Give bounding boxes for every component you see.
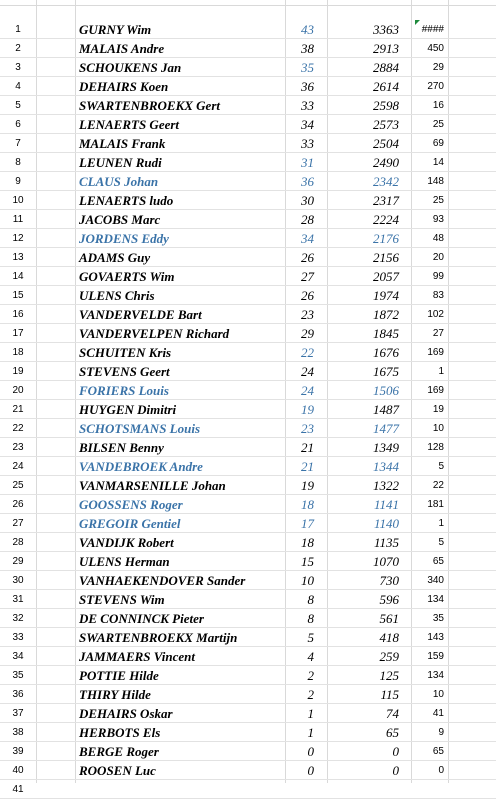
points-cell[interactable]: 1140 bbox=[373, 516, 399, 531]
table-row[interactable] bbox=[0, 438, 496, 457]
table-row[interactable] bbox=[0, 153, 496, 172]
difference-cell[interactable]: 270 bbox=[427, 81, 444, 92]
points-cell[interactable]: 1845 bbox=[373, 326, 399, 341]
difference-cell[interactable]: 69 bbox=[432, 138, 444, 149]
player-name-cell[interactable]: ROOSEN Luc bbox=[79, 763, 156, 778]
points-cell[interactable]: 74 bbox=[386, 706, 399, 721]
games-cell[interactable]: 5 bbox=[307, 630, 314, 645]
difference-cell[interactable]: #### bbox=[421, 24, 444, 35]
points-cell[interactable]: 596 bbox=[379, 592, 399, 607]
row-number[interactable]: 34 bbox=[12, 651, 24, 662]
games-cell[interactable]: 2 bbox=[307, 687, 314, 702]
row-number[interactable]: 29 bbox=[12, 556, 24, 567]
difference-cell[interactable]: 169 bbox=[427, 385, 444, 396]
row-number[interactable]: 31 bbox=[12, 594, 24, 605]
row-number[interactable]: 28 bbox=[12, 537, 24, 548]
player-name-cell[interactable]: VANDEBROEK Andre bbox=[79, 459, 203, 474]
player-name-cell[interactable]: MALAIS Andre bbox=[79, 41, 165, 56]
games-cell[interactable]: 22 bbox=[301, 345, 314, 360]
points-cell[interactable]: 561 bbox=[379, 611, 399, 626]
games-cell[interactable]: 38 bbox=[301, 41, 314, 56]
row-number[interactable]: 41 bbox=[12, 784, 24, 795]
points-cell[interactable]: 1506 bbox=[373, 383, 399, 398]
player-name-cell[interactable]: SCHOUKENS Jan bbox=[79, 60, 182, 75]
row-number[interactable]: 37 bbox=[12, 708, 24, 719]
table-row[interactable] bbox=[0, 343, 496, 362]
difference-cell[interactable]: 10 bbox=[432, 423, 444, 434]
table-row[interactable] bbox=[0, 248, 496, 267]
player-name-cell[interactable]: LENAERTS Geert bbox=[79, 117, 180, 132]
player-name-cell[interactable]: DEHAIRS Koen bbox=[79, 79, 169, 94]
difference-cell[interactable]: 5 bbox=[438, 461, 444, 472]
difference-cell[interactable]: 48 bbox=[432, 233, 444, 244]
points-cell[interactable]: 1974 bbox=[373, 288, 399, 303]
difference-cell[interactable]: 14 bbox=[432, 157, 444, 168]
table-row[interactable] bbox=[0, 761, 496, 780]
points-cell[interactable]: 2504 bbox=[373, 136, 399, 151]
row-number[interactable]: 22 bbox=[12, 423, 24, 434]
difference-cell[interactable]: 35 bbox=[432, 613, 444, 624]
table-row[interactable] bbox=[0, 742, 496, 761]
games-cell[interactable]: 33 bbox=[301, 136, 314, 151]
games-cell[interactable]: 1 bbox=[307, 725, 314, 740]
difference-cell[interactable]: 27 bbox=[432, 328, 444, 339]
table-row[interactable] bbox=[0, 495, 496, 514]
games-cell[interactable]: 30 bbox=[301, 193, 314, 208]
difference-cell[interactable]: 20 bbox=[432, 252, 444, 263]
games-cell[interactable]: 10 bbox=[301, 573, 314, 588]
table-row[interactable] bbox=[0, 723, 496, 742]
player-name-cell[interactable]: POTTIE Hilde bbox=[79, 668, 159, 683]
difference-cell[interactable]: 65 bbox=[432, 746, 444, 757]
row-number[interactable]: 40 bbox=[12, 765, 24, 776]
player-name-cell[interactable]: SCHUITEN Kris bbox=[79, 345, 172, 360]
table-row[interactable] bbox=[0, 267, 496, 286]
table-row[interactable] bbox=[0, 20, 496, 39]
points-cell[interactable]: 1344 bbox=[373, 459, 399, 474]
row-number[interactable]: 36 bbox=[12, 689, 24, 700]
table-row[interactable] bbox=[0, 685, 496, 704]
difference-cell[interactable]: 0 bbox=[438, 765, 444, 776]
row-number[interactable]: 20 bbox=[12, 385, 24, 396]
table-row[interactable] bbox=[0, 134, 496, 153]
row-number[interactable]: 11 bbox=[12, 214, 24, 225]
points-cell[interactable]: 2884 bbox=[373, 60, 399, 75]
player-name-cell[interactable]: SCHOTSMANS Louis bbox=[79, 421, 201, 436]
difference-cell[interactable]: 143 bbox=[427, 632, 444, 643]
difference-cell[interactable]: 25 bbox=[432, 195, 444, 206]
difference-cell[interactable]: 25 bbox=[432, 119, 444, 130]
points-cell[interactable]: 1487 bbox=[373, 402, 399, 417]
points-cell[interactable]: 1349 bbox=[373, 440, 399, 455]
points-cell[interactable]: 3363 bbox=[373, 22, 399, 37]
difference-cell[interactable]: 128 bbox=[427, 442, 444, 453]
difference-cell[interactable]: 19 bbox=[432, 404, 444, 415]
row-number[interactable]: 25 bbox=[12, 480, 24, 491]
table-row[interactable] bbox=[0, 305, 496, 324]
table-row[interactable] bbox=[0, 229, 496, 248]
points-cell[interactable]: 1141 bbox=[373, 497, 399, 512]
difference-cell[interactable]: 29 bbox=[432, 62, 444, 73]
difference-cell[interactable]: 169 bbox=[427, 347, 444, 358]
points-cell[interactable]: 115 bbox=[380, 687, 399, 702]
table-row[interactable] bbox=[0, 96, 496, 115]
games-cell[interactable]: 36 bbox=[301, 79, 314, 94]
games-cell[interactable]: 0 bbox=[307, 744, 314, 759]
row-number[interactable]: 30 bbox=[12, 575, 24, 586]
row-number[interactable]: 24 bbox=[12, 461, 24, 472]
games-cell[interactable]: 1 bbox=[307, 706, 314, 721]
player-name-cell[interactable]: JORDENS Eddy bbox=[79, 231, 169, 246]
points-cell[interactable]: 1070 bbox=[373, 554, 399, 569]
row-number[interactable]: 18 bbox=[12, 347, 24, 358]
player-name-cell[interactable]: DE CONNINCK Pieter bbox=[79, 611, 204, 626]
table-row[interactable] bbox=[0, 514, 496, 533]
difference-cell[interactable]: 5 bbox=[438, 537, 444, 548]
player-name-cell[interactable]: BERGE Roger bbox=[79, 744, 159, 759]
table-row[interactable] bbox=[0, 115, 496, 134]
games-cell[interactable]: 21 bbox=[301, 440, 314, 455]
player-name-cell[interactable]: SWARTENBROEKX Martijn bbox=[79, 630, 238, 645]
table-row[interactable] bbox=[0, 552, 496, 571]
difference-cell[interactable]: 16 bbox=[432, 100, 444, 111]
row-number[interactable]: 33 bbox=[12, 632, 24, 643]
player-name-cell[interactable]: THIRY Hilde bbox=[79, 687, 151, 702]
difference-cell[interactable]: 181 bbox=[427, 499, 444, 510]
row-number[interactable]: 23 bbox=[12, 442, 24, 453]
player-name-cell[interactable]: LENAERTS ludo bbox=[79, 193, 174, 208]
difference-cell[interactable]: 1 bbox=[438, 518, 444, 529]
points-cell[interactable]: 0 bbox=[392, 744, 399, 759]
row-number[interactable]: 7 bbox=[15, 138, 21, 149]
points-cell[interactable]: 1675 bbox=[373, 364, 399, 379]
points-cell[interactable]: 2156 bbox=[373, 250, 399, 265]
points-cell[interactable]: 1676 bbox=[373, 345, 399, 360]
row-number[interactable]: 32 bbox=[12, 613, 24, 624]
row-number[interactable]: 2 bbox=[15, 43, 21, 54]
games-cell[interactable]: 19 bbox=[301, 478, 314, 493]
table-row[interactable] bbox=[0, 628, 496, 647]
games-cell[interactable]: 8 bbox=[307, 592, 314, 607]
player-name-cell[interactable]: HUYGEN Dimitri bbox=[79, 402, 177, 417]
games-cell[interactable]: 34 bbox=[301, 117, 314, 132]
player-name-cell[interactable]: VANMARSENILLE Johan bbox=[79, 478, 226, 493]
player-name-cell[interactable]: JAMMAERS Vincent bbox=[79, 649, 195, 664]
row-number[interactable]: 39 bbox=[12, 746, 24, 757]
row-number[interactable]: 17 bbox=[12, 328, 24, 339]
games-cell[interactable]: 34 bbox=[301, 231, 314, 246]
player-name-cell[interactable]: SWARTENBROEKX Gert bbox=[79, 98, 220, 113]
games-cell[interactable]: 27 bbox=[301, 269, 314, 284]
player-name-cell[interactable]: GOVAERTS Wim bbox=[79, 269, 175, 284]
player-name-cell[interactable]: FORIERS Louis bbox=[79, 383, 169, 398]
points-cell[interactable]: 2573 bbox=[373, 117, 399, 132]
row-number[interactable]: 27 bbox=[12, 518, 24, 529]
table-row[interactable] bbox=[0, 58, 496, 77]
player-name-cell[interactable]: VANDERVELPEN Richard bbox=[79, 326, 230, 341]
row-number[interactable]: 3 bbox=[15, 62, 21, 73]
player-name-cell[interactable]: LEUNEN Rudi bbox=[79, 155, 162, 170]
row-number[interactable]: 5 bbox=[15, 100, 21, 111]
points-cell[interactable]: 2614 bbox=[373, 79, 399, 94]
player-name-cell[interactable]: ULENS Chris bbox=[79, 288, 155, 303]
difference-cell[interactable]: 159 bbox=[427, 651, 444, 662]
row-number[interactable]: 26 bbox=[12, 499, 24, 510]
row-number[interactable]: 19 bbox=[12, 366, 24, 377]
row-number[interactable]: 15 bbox=[12, 290, 24, 301]
games-cell[interactable]: 28 bbox=[301, 212, 314, 227]
games-cell[interactable]: 0 bbox=[307, 763, 314, 778]
games-cell[interactable]: 4 bbox=[307, 649, 314, 664]
table-row[interactable] bbox=[0, 571, 496, 590]
player-name-cell[interactable]: STEVENS Geert bbox=[79, 364, 170, 379]
points-cell[interactable]: 2598 bbox=[373, 98, 399, 113]
table-row[interactable] bbox=[0, 666, 496, 685]
difference-cell[interactable]: 340 bbox=[427, 575, 444, 586]
points-cell[interactable]: 65 bbox=[386, 725, 399, 740]
player-name-cell[interactable]: DEHAIRS Oskar bbox=[79, 706, 173, 721]
games-cell[interactable]: 31 bbox=[301, 155, 314, 170]
difference-cell[interactable]: 99 bbox=[432, 271, 444, 282]
games-cell[interactable]: 23 bbox=[301, 421, 314, 436]
points-cell[interactable]: 730 bbox=[379, 573, 399, 588]
difference-cell[interactable]: 1 bbox=[438, 366, 444, 377]
games-cell[interactable]: 24 bbox=[301, 383, 314, 398]
games-cell[interactable]: 35 bbox=[301, 60, 314, 75]
table-row[interactable] bbox=[0, 609, 496, 628]
games-cell[interactable]: 36 bbox=[301, 174, 314, 189]
table-row[interactable] bbox=[0, 419, 496, 438]
games-cell[interactable]: 17 bbox=[301, 516, 314, 531]
games-cell[interactable]: 18 bbox=[301, 497, 314, 512]
player-name-cell[interactable]: GREGOIR Gentiel bbox=[79, 516, 181, 531]
row-number[interactable]: 38 bbox=[12, 727, 24, 738]
games-cell[interactable]: 21 bbox=[301, 459, 314, 474]
row-number[interactable]: 21 bbox=[12, 404, 24, 415]
games-cell[interactable]: 26 bbox=[301, 250, 314, 265]
row-number[interactable]: 4 bbox=[15, 81, 21, 92]
player-name-cell[interactable]: ULENS Herman bbox=[79, 554, 170, 569]
row-number[interactable]: 12 bbox=[12, 233, 24, 244]
table-row[interactable] bbox=[0, 590, 496, 609]
games-cell[interactable]: 18 bbox=[301, 535, 314, 550]
difference-cell[interactable]: 41 bbox=[432, 708, 444, 719]
difference-cell[interactable]: 134 bbox=[427, 670, 444, 681]
table-row[interactable] bbox=[0, 381, 496, 400]
player-name-cell[interactable]: GURNY Wim bbox=[79, 22, 152, 37]
games-cell[interactable]: 23 bbox=[301, 307, 314, 322]
row-number[interactable]: 13 bbox=[12, 252, 24, 263]
player-name-cell[interactable]: VANDERVELDE Bart bbox=[79, 307, 202, 322]
row-number[interactable]: 14 bbox=[12, 271, 24, 282]
table-row[interactable] bbox=[0, 362, 496, 381]
table-row[interactable] bbox=[0, 647, 496, 666]
points-cell[interactable]: 259 bbox=[379, 649, 399, 664]
table-row[interactable] bbox=[0, 191, 496, 210]
games-cell[interactable]: 33 bbox=[301, 98, 314, 113]
difference-cell[interactable]: 450 bbox=[427, 43, 444, 54]
player-name-cell[interactable]: GOOSSENS Roger bbox=[79, 497, 183, 512]
table-row[interactable] bbox=[0, 77, 496, 96]
table-row[interactable] bbox=[0, 704, 496, 723]
points-cell[interactable]: 2342 bbox=[373, 174, 399, 189]
table-row[interactable] bbox=[0, 172, 496, 191]
row-number[interactable]: 1 bbox=[15, 24, 21, 35]
games-cell[interactable]: 15 bbox=[301, 554, 314, 569]
games-cell[interactable]: 8 bbox=[307, 611, 314, 626]
difference-cell[interactable]: 10 bbox=[432, 689, 444, 700]
table-row[interactable] bbox=[0, 457, 496, 476]
points-cell[interactable]: 1322 bbox=[373, 478, 399, 493]
row-number[interactable]: 8 bbox=[15, 157, 21, 168]
row-number[interactable]: 9 bbox=[15, 176, 21, 187]
player-name-cell[interactable]: ADAMS Guy bbox=[79, 250, 151, 265]
difference-cell[interactable]: 148 bbox=[427, 176, 444, 187]
table-row[interactable] bbox=[0, 39, 496, 58]
points-cell[interactable]: 2490 bbox=[373, 155, 399, 170]
points-cell[interactable]: 2224 bbox=[373, 212, 399, 227]
player-name-cell[interactable]: VANHAEKENDOVER Sander bbox=[79, 573, 246, 588]
player-name-cell[interactable]: BILSEN Benny bbox=[79, 440, 164, 455]
player-name-cell[interactable]: HERBOTS Els bbox=[79, 725, 161, 740]
player-name-cell[interactable]: MALAIS Frank bbox=[79, 136, 166, 151]
difference-cell[interactable]: 22 bbox=[432, 480, 444, 491]
difference-cell[interactable]: 83 bbox=[432, 290, 444, 301]
games-cell[interactable]: 26 bbox=[301, 288, 314, 303]
row-number[interactable]: 35 bbox=[12, 670, 24, 681]
points-cell[interactable]: 1872 bbox=[373, 307, 399, 322]
points-cell[interactable]: 2176 bbox=[373, 231, 399, 246]
difference-cell[interactable]: 102 bbox=[427, 309, 444, 320]
difference-cell[interactable]: 9 bbox=[438, 727, 444, 738]
games-cell[interactable]: 24 bbox=[301, 364, 314, 379]
games-cell[interactable]: 19 bbox=[301, 402, 314, 417]
difference-cell[interactable]: 134 bbox=[427, 594, 444, 605]
table-row[interactable] bbox=[0, 286, 496, 305]
table-row[interactable] bbox=[0, 533, 496, 552]
player-name-cell[interactable]: STEVENS Wim bbox=[79, 592, 165, 607]
points-cell[interactable]: 1135 bbox=[373, 535, 399, 550]
error-indicator-icon bbox=[415, 20, 420, 25]
player-name-cell[interactable]: CLAUS Johan bbox=[79, 174, 159, 189]
points-cell[interactable]: 2057 bbox=[373, 269, 399, 284]
points-cell[interactable]: 125 bbox=[379, 668, 399, 683]
table-row[interactable] bbox=[0, 210, 496, 229]
player-name-cell[interactable]: VANDIJK Robert bbox=[79, 535, 174, 550]
difference-cell[interactable]: 65 bbox=[432, 556, 444, 567]
table-row[interactable] bbox=[0, 324, 496, 343]
points-cell[interactable]: 1477 bbox=[373, 421, 399, 436]
table-row[interactable] bbox=[0, 400, 496, 419]
row-number[interactable]: 16 bbox=[12, 309, 24, 320]
player-name-cell[interactable]: JACOBS Marc bbox=[79, 212, 161, 227]
games-cell[interactable]: 43 bbox=[301, 22, 314, 37]
points-cell[interactable]: 418 bbox=[379, 630, 399, 645]
points-cell[interactable]: 0 bbox=[392, 763, 399, 778]
difference-cell[interactable]: 93 bbox=[432, 214, 444, 225]
games-cell[interactable]: 2 bbox=[307, 668, 314, 683]
table-row[interactable] bbox=[0, 476, 496, 495]
points-cell[interactable]: 2913 bbox=[373, 41, 399, 56]
row-number[interactable]: 10 bbox=[12, 195, 24, 206]
points-cell[interactable]: 2317 bbox=[373, 193, 399, 208]
row-number[interactable]: 6 bbox=[15, 119, 21, 130]
games-cell[interactable]: 29 bbox=[301, 326, 314, 341]
